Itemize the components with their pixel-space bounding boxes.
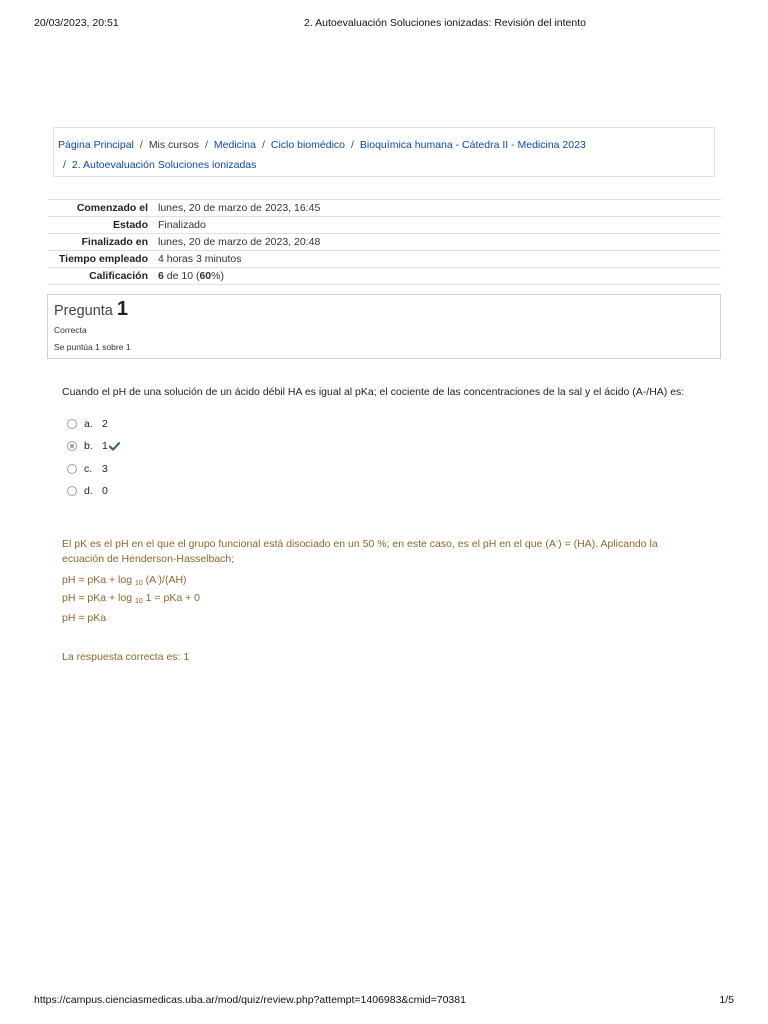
breadcrumb-separator: / [351, 139, 354, 151]
breadcrumb-my-courses: Mis cursos [148, 139, 199, 151]
summary-value: Finalizado [158, 219, 206, 231]
question-info-box [47, 294, 721, 359]
breadcrumb-separator: / [139, 139, 143, 151]
question-number [54, 298, 128, 321]
answer-value: 3 [102, 463, 108, 475]
check-icon [109, 442, 120, 451]
summary-value: 4 horas 3 minutos [158, 253, 242, 265]
radio-button[interactable] [67, 464, 77, 474]
right-answer: La respuesta correcta es: 1 [62, 651, 190, 663]
summary-row-finished [48, 234, 721, 251]
summary-label: Calificación [89, 270, 148, 282]
breadcrumb-separator: / [205, 139, 208, 151]
answer-option-a[interactable] [67, 417, 108, 431]
general-feedback [62, 535, 702, 567]
grade-mid: de 10 ( [163, 270, 200, 282]
subscript-10: 10 [134, 580, 143, 587]
breadcrumb-ciclo-link[interactable]: Ciclo biomédico [270, 139, 345, 151]
general-feedback-a: El pK es el pH en el que el grupo funcional está disociado en un 50 %; en este caso, es el pH en el que (A [62, 538, 556, 550]
summary-row-state [48, 217, 721, 234]
answer-letter: b. [84, 440, 93, 452]
answer-option-d[interactable] [67, 484, 108, 498]
summary-row-grade [48, 268, 721, 285]
answer-letter: a. [84, 418, 93, 430]
print-page-title: 2. Autoevaluación Soluciones ionizadas: Revisión del intento [304, 17, 586, 29]
equation-line-3: pH = pKa [62, 612, 107, 624]
breadcrumb-course-link[interactable]: Bioquímica humana - Cátedra II - Medicina 2023 [359, 139, 586, 151]
attempt-summary-table [48, 199, 721, 285]
print-header [0, 17, 768, 31]
question-label: Pregunta [54, 303, 113, 319]
summary-label: Finalizado en [81, 236, 148, 248]
breadcrumb [53, 127, 715, 177]
print-footer [0, 994, 768, 1008]
summary-label: Estado [112, 219, 148, 231]
summary-value: lunes, 20 de marzo de 2023, 16:45 [158, 202, 321, 214]
answer-option-b[interactable] [67, 439, 120, 453]
answer-value: 1 [102, 440, 108, 452]
question-state: Correcta [54, 325, 87, 335]
subscript-10: 10 [134, 598, 143, 605]
summary-row-time [48, 251, 721, 268]
eq1-part-b: (A [142, 574, 157, 586]
question-grade: Se puntúa 1 sobre 1 [54, 342, 131, 352]
answer-value: 2 [102, 418, 108, 430]
breadcrumb-medicina-link[interactable]: Medicina [213, 139, 256, 151]
breadcrumb-row-2 [58, 155, 714, 175]
eq1-part-a: pH = pKa + log [62, 574, 135, 586]
answer-value: 0 [102, 485, 108, 497]
radio-button[interactable] [67, 419, 77, 429]
answer-letter: c. [84, 463, 93, 475]
breadcrumb-home-link[interactable]: Página Principal [58, 139, 134, 151]
equation-line-1 [62, 571, 187, 591]
general-feedback-b: ) = (HA). Aplicando la ecuación de Henderson-Hasselbach; [62, 538, 658, 565]
summary-value: lunes, 20 de marzo de 2023, 20:48 [158, 236, 321, 248]
question-text: Cuando el pH de una solución de un ácido débil HA es igual al pKa; el cociente de las concentraciones de la sal y el ácido (A-/HA) es: [62, 386, 685, 398]
print-datetime: 20/03/2023, 20:51 [34, 17, 119, 29]
grade-score: 6 [158, 270, 164, 282]
eq2-part-a: pH = pKa + log [62, 592, 135, 604]
superscript-minus: - [156, 575, 159, 582]
breadcrumb-quiz-link[interactable]: 2. Autoevaluación Soluciones ionizadas [71, 159, 257, 171]
breadcrumb-separator: / [261, 139, 265, 151]
answer-letter: d. [84, 485, 93, 497]
summary-value [158, 268, 721, 285]
print-page-number: 1/5 [719, 994, 734, 1006]
grade-percent: 60 [199, 270, 212, 282]
eq1-part-c: )/(AH) [158, 574, 187, 586]
breadcrumb-separator: / [63, 159, 66, 171]
summary-row-started [48, 200, 721, 217]
summary-label: Tiempo empleado [58, 253, 148, 265]
breadcrumb-row-1 [58, 135, 714, 155]
print-url: https://campus.cienciasmedicas.uba.ar/mod/quiz/review.php?attempt=1406983&cmid=70381 [34, 994, 466, 1006]
equation-line-2 [62, 591, 200, 609]
grade-end: %) [211, 270, 224, 282]
question-number-value: 1 [116, 298, 129, 320]
superscript-minus: - [555, 539, 559, 546]
answer-option-c[interactable] [67, 462, 108, 476]
radio-button[interactable] [67, 486, 77, 496]
radio-button-selected[interactable] [67, 441, 77, 451]
summary-label: Comenzado el [76, 202, 148, 214]
eq2-part-b: 1 = pKa + 0 [142, 592, 200, 604]
